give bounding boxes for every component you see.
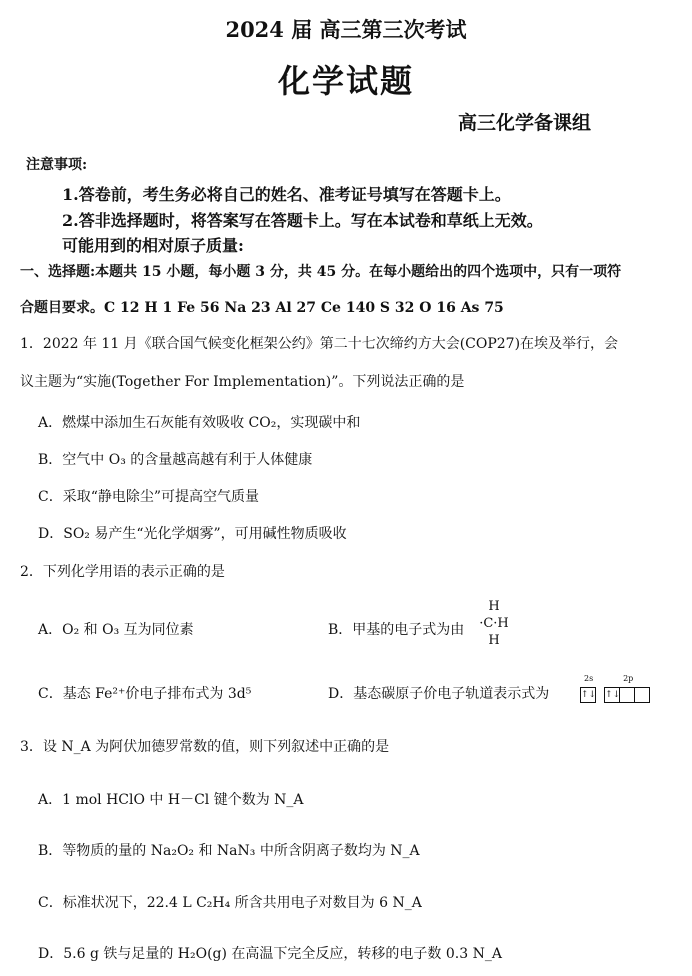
q1-option-d: D．SO₂ 易产生“光化学烟雾”，可用碱性物质吸收 [38,526,347,542]
orbital-2s-box: ↑↓ [580,687,596,703]
orbital-2s-label: 2s [584,674,594,683]
electron-formula-h-bottom: H [488,633,500,648]
notice-item-3: 可能用到的相对原子质量: [62,236,244,255]
q1-stem-line-2: 议主题为“实施(Together For Implementation)”。下列说法正确的是 [20,374,465,390]
q1-option-c: C．采取“静电除尘”可提高空气质量 [38,489,260,505]
q2-option-d: D．基态碳原子价电子轨道表示式为 [328,686,550,702]
subject-title: 化学试题 [277,62,414,100]
q1-stem-line-1: 1．2022 年 11 月《联合国气候变化框架公约》第二十七次缔约方大会(COP27)在埃及举行，会 [20,336,619,352]
orbital-2p-label: 2p [623,674,634,683]
q3-option-c: C．标准状况下，22.4 L C₂H₄ 所含共用电子对数目为 6 N_A [38,895,422,911]
q3-option-a: A．1 mol HClO 中 H－Cl 键个数为 N_A [38,792,304,808]
orbital-2p-box-1: ↑↓ [604,687,620,703]
section-heading-line-1: 一、选择题:本题共 15 小题，每小题 3 分，共 45 分。在每小题给出的四个选项中，只有一项符 [20,264,622,280]
section-heading-line-2: 合题目要求。C 12 H 1 Fe 56 Na 23 Al 27 Ce 140 S 32 O 16 As 75 [20,300,504,316]
electron-formula-h-top: H [488,599,500,614]
q1-option-a: A．燃煤中添加生石灰能有效吸收 CO₂，实现碳中和 [38,415,361,431]
orbital-2p-box-2 [619,687,635,703]
q2-option-a: A．O₂ 和 O₃ 互为同位素 [38,622,194,638]
q3-option-b: B．等物质的量的 Na₂O₂ 和 NaN₃ 中所含阴离子数均为 N_A [38,843,420,859]
carbon-orbital-diagram [579,674,650,703]
exam-title: 2024 届 高三第三次考试 [225,17,467,42]
orbital-2p-group [605,674,650,703]
electron-formula-c-h: ·C·H [479,616,509,631]
orbital-2s-group [581,674,597,703]
q3-stem: 3．设 N_A 为阿伏加德罗常数的值，则下列叙述中正确的是 [20,739,390,755]
notice-title: 注意事项: [26,157,88,173]
orbital-2p-box-3 [634,687,650,703]
q2-option-b: B．甲基的电子式为由 [328,622,465,638]
q2-stem: 2．下列化学用语的表示正确的是 [20,564,225,580]
q2-option-c: C．基态 Fe²⁺价电子排布式为 3d⁵ [38,686,252,702]
q3-option-d: D．5.6 g 铁与足量的 H₂O(g) 在高温下完全反应，转移的电子数 0.3 N_A [38,946,502,962]
q1-option-b: B．空气中 O₃ 的含量越高越有利于人体健康 [38,452,313,468]
author-group: 高三化学备课组 [458,112,592,134]
notice-item-2: 2.答非选择题时，将答案写在答题卡上。写在本试卷和草纸上无效。 [62,211,543,230]
methyl-electron-formula [477,598,511,649]
notice-item-1: 1.答卷前，考生务必将自己的姓名、准考证号填写在答题卡上。 [62,185,511,204]
